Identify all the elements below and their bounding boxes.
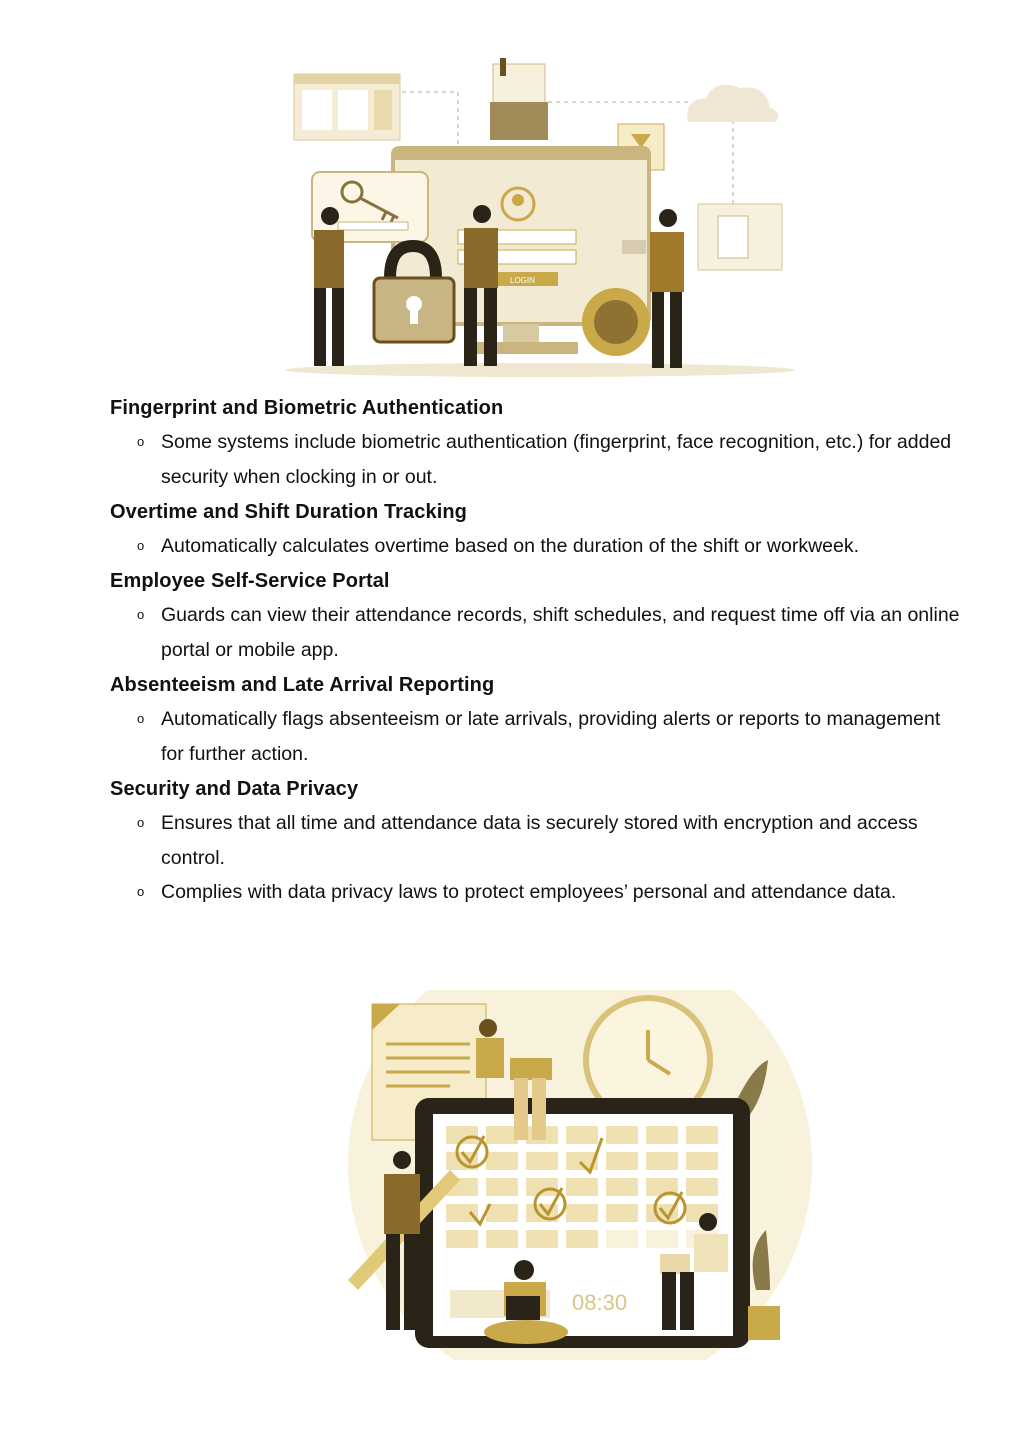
list-item-text: Complies with data privacy laws to protect employees’ personal and attendance data.: [161, 881, 897, 903]
list-item: [137, 702, 960, 771]
list-item-text: Some systems include biometric authentication (fingerprint, face recognition, etc.) for added security when clocking in or out.: [161, 431, 952, 488]
security-team-illustration: [278, 52, 802, 382]
section-heading: Security and Data Privacy: [110, 778, 359, 800]
section-biometric-authentication: [110, 395, 960, 502]
calendar-cell: [606, 1152, 638, 1170]
calendar-cell: [606, 1126, 638, 1144]
calendar-cell: [446, 1204, 478, 1222]
list-item-text: Guards can view their attendance records, shift schedules, and request time off via an online portal or mobile app.: [161, 604, 960, 661]
calendar-cell: [686, 1178, 718, 1196]
section-heading: Absenteeism and Late Arrival Reporting: [110, 674, 495, 696]
calendar-cell: [646, 1126, 678, 1144]
section-heading: Fingerprint and Biometric Authentication: [110, 397, 504, 419]
list-item-text: Ensures that all time and attendance data is securely stored with encryption and access control.: [161, 812, 918, 869]
calendar-cell: [526, 1230, 558, 1248]
bullet-circle-icon: o: [137, 434, 145, 449]
list-item-text: Automatically calculates overtime based on the duration of the shift or workweek.: [161, 535, 860, 557]
list-item: [137, 425, 960, 494]
calendar-cell: [486, 1230, 518, 1248]
list-item-text: Automatically flags absenteeism or late arrivals, providing alerts or reports to management for further action.: [161, 708, 941, 765]
calendar-cell: [486, 1178, 518, 1196]
clock-readout: 08:30: [572, 1290, 628, 1315]
calendar-cell: [566, 1230, 598, 1248]
section-heading: Employee Self-Service Portal: [110, 570, 390, 592]
bullet-circle-icon: o: [137, 607, 145, 622]
calendar-cell: [566, 1178, 598, 1196]
calendar-cell: [606, 1204, 638, 1222]
section-heading: Overtime and Shift Duration Tracking: [110, 501, 467, 523]
calendar-cell: [566, 1204, 598, 1222]
list-item: [137, 598, 960, 667]
calendar-cell: [486, 1152, 518, 1170]
list-item: [137, 806, 960, 875]
calendar-cell: [486, 1204, 518, 1222]
calendar-cell: [686, 1126, 718, 1144]
calendar-cell: [526, 1178, 558, 1196]
calendar-cell: [606, 1178, 638, 1196]
section-security-privacy: [110, 776, 960, 918]
calendar-cell: [606, 1230, 638, 1248]
bullet-circle-icon: o: [137, 538, 145, 553]
list-item: [137, 529, 960, 564]
login-button-label: LOGIN: [510, 276, 535, 285]
bullet-circle-icon: o: [137, 711, 145, 726]
calendar-cell: [526, 1152, 558, 1170]
bullet-circle-icon: o: [137, 815, 145, 830]
calendar-cell: [486, 1126, 518, 1144]
list-item: [137, 875, 960, 910]
calendar-cell: [646, 1230, 678, 1248]
calendar-cell: [686, 1152, 718, 1170]
calendar-cell: [646, 1152, 678, 1170]
section-absenteeism-reporting: [110, 672, 960, 779]
attendance-calendar-illustration: [300, 990, 825, 1360]
section-self-service-portal: [110, 568, 960, 675]
calendar-cell: [446, 1230, 478, 1248]
bullet-circle-icon: o: [137, 884, 145, 899]
section-overtime-tracking: [110, 499, 960, 572]
calendar-cell: [566, 1126, 598, 1144]
